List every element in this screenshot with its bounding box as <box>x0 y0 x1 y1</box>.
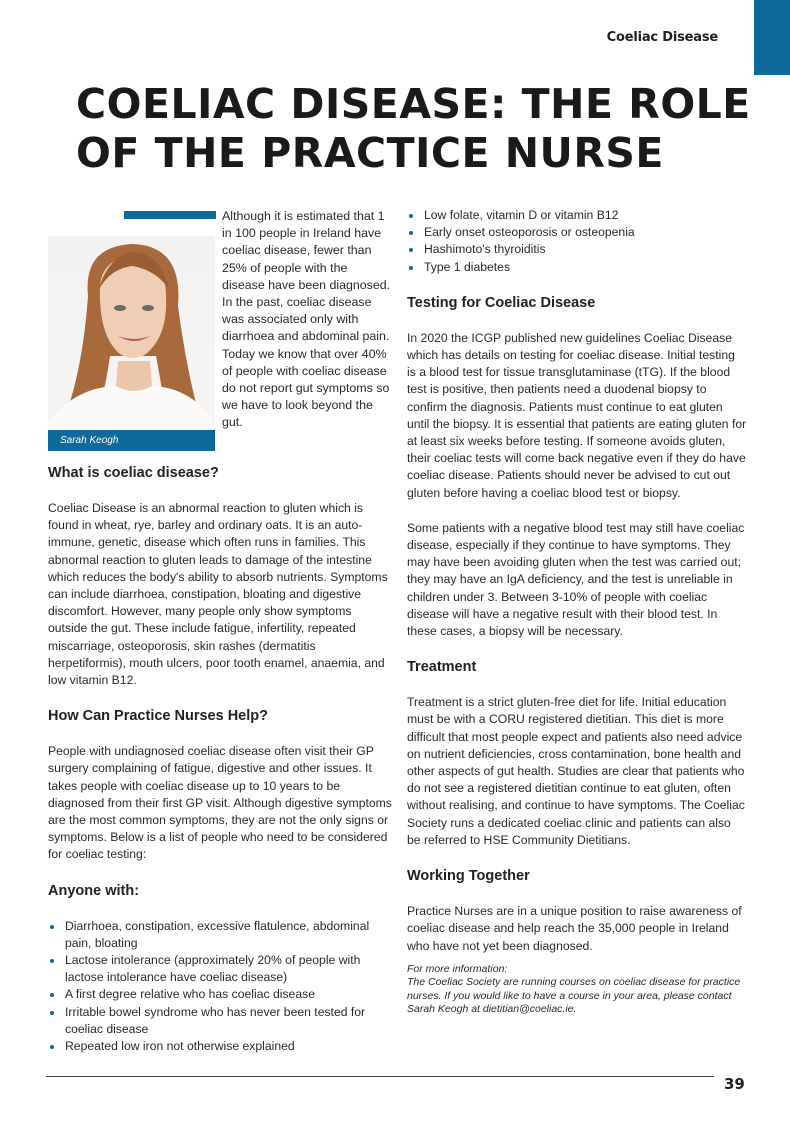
list-item: Diarrhoea, constipation, excessive flatulence, abdominal pain, bloating <box>48 918 393 952</box>
running-head: Coeliac Disease <box>606 30 718 45</box>
more-info-body: The Coeliac Society are running courses on coeliac disease for practice nurses. If you would like to have a course in your area, please contact Sarah Keogh at dietitian@coeliac.ie. <box>407 976 741 1015</box>
list-item: Low folate, vitamin D or vitamin B12 <box>407 207 747 224</box>
list-item: Irritable bowel syndrome who has never been tested for coeliac disease <box>48 1004 393 1038</box>
what-is-body: Coeliac Disease is an abnormal reaction to gluten which is found in wheat, rye, barley and ordinary oats. It is an auto-immune, genetic, disease which often runs in families. This abnormal reaction to gluten leads to damage of the intestine which reduces the body's ability to absorb nutrients. Symptoms can include diarrhoea, constipation, bloating and digestive discomfort. However, many people only show symptoms outside the gut. These include fatigue, infertility, repeated miscarriage, osteoporosis, skin rashes (dermatitis herpetiformis), mouth ulcers, poor tooth enamel, anaemia, and low vitamin B12. <box>48 501 388 688</box>
list-item: Type 1 diabetes <box>407 259 747 276</box>
list-item: A first degree relative who has coeliac disease <box>48 986 393 1003</box>
working-body: Practice Nurses are in a unique position to raise awareness of coeliac disease and help reach the 35,000 people in Ireland who have not yet been diagnosed. <box>407 904 742 953</box>
testing-body-2: Some patients with a negative blood test may still have coeliac disease, especially if they continue to have symptoms. They may have been avoiding gluten when the test was carried out; they may have an IgA deficiency, and the test is unreliable in children under 3. Between 3-10% of people with coeliac disease will have a negative result with their blood test. In these cases, a biopsy will be necessary. <box>407 520 745 639</box>
left-column <box>48 464 393 1055</box>
list-item: Lactose intolerance (approximately 20% of people with lactose intolerance have coeliac disease) <box>48 952 393 986</box>
footer-rule <box>46 1076 714 1077</box>
page-number: 39 <box>724 1075 745 1093</box>
portrait-illustration <box>48 236 215 451</box>
list-item: Repeated low iron not otherwise explained <box>48 1038 393 1055</box>
risk-list-part1 <box>48 918 393 1056</box>
more-info-label: For more information: <box>407 962 508 975</box>
risk-list-part2 <box>407 207 747 276</box>
how-help-body: People with undiagnosed coeliac disease often visit their GP surgery complaining of fatigue, digestive and other issues. It takes people with coeliac disease up to 10 years to be diagnosed from their first GP visit. Although digestive symptoms are the most common symptoms, they are not the only signs or symptoms. Below is a list of people who need to be considered for coeliac testing: <box>48 744 392 862</box>
testing-body-1: In 2020 the ICGP published new guidelines Coeliac Disease which has details on testing for coeliac disease. Initial testing is a blood test for tissue transglutaminase (tTG). If the blood test is positive, then patients need a duodenal biopsy to confirm the diagnosis. Patients must continue to eat gluten until the biopsy. It is essential that patients are eating gluten for at least six weeks before testing. If someone avoids gluten, their coeliac tests will come back negative even if they do have coeliac disease. Patients should never be advised to cut out gluten before having a coeliac blood test or biopsy. <box>407 330 747 500</box>
heading-testing: Testing for Coeliac Disease <box>407 294 596 311</box>
list-item: Hashimoto's thyroiditis <box>407 241 747 258</box>
heading-anyone-with: Anyone with: <box>48 882 140 899</box>
photo-caption: Sarah Keogh <box>48 430 215 451</box>
heading-what-is: What is coeliac disease? <box>48 465 219 481</box>
section-tab <box>754 0 790 75</box>
heading-how-help: How Can Practice Nurses Help? <box>48 708 268 725</box>
treatment-body: Treatment is a strict gluten-free diet for life. Initial education must be with a CORU registered dietitian. This diet is more difficult that most people expect and patients also need advice on nutrient deficiencies, cross contamination, bone health and other aspects of gut health. Studies are clear that patients who do not see a registered dietitian continue to eat gluten, often without realising, and continue to have symptoms. The Coeliac Society runs a dedicated coeliac clinic and patients can also be referred to HSE Community Dietitians. <box>407 695 745 847</box>
intro-paragraph: Although it is estimated that 1 in 100 people in Ireland have coeliac disease, fewer than 25% of people with the disease have been diagnosed. In the past, coeliac disease was associated only with diarrhoea and abdominal pain. Today we know that over 40% of people with coeliac disease do not report gut symptoms so we have to look beyond the gut. <box>222 209 391 430</box>
heading-working-together: Working Together <box>407 868 530 885</box>
list-item: Early onset osteoporosis or osteopenia <box>407 224 747 241</box>
right-column <box>407 207 747 1016</box>
article-title: COELIAC DISEASE: THE ROLE OF THE PRACTICE NURSE <box>76 80 751 177</box>
accent-bar <box>124 211 216 219</box>
heading-treatment: Treatment <box>407 659 477 676</box>
author-photo <box>48 236 215 451</box>
